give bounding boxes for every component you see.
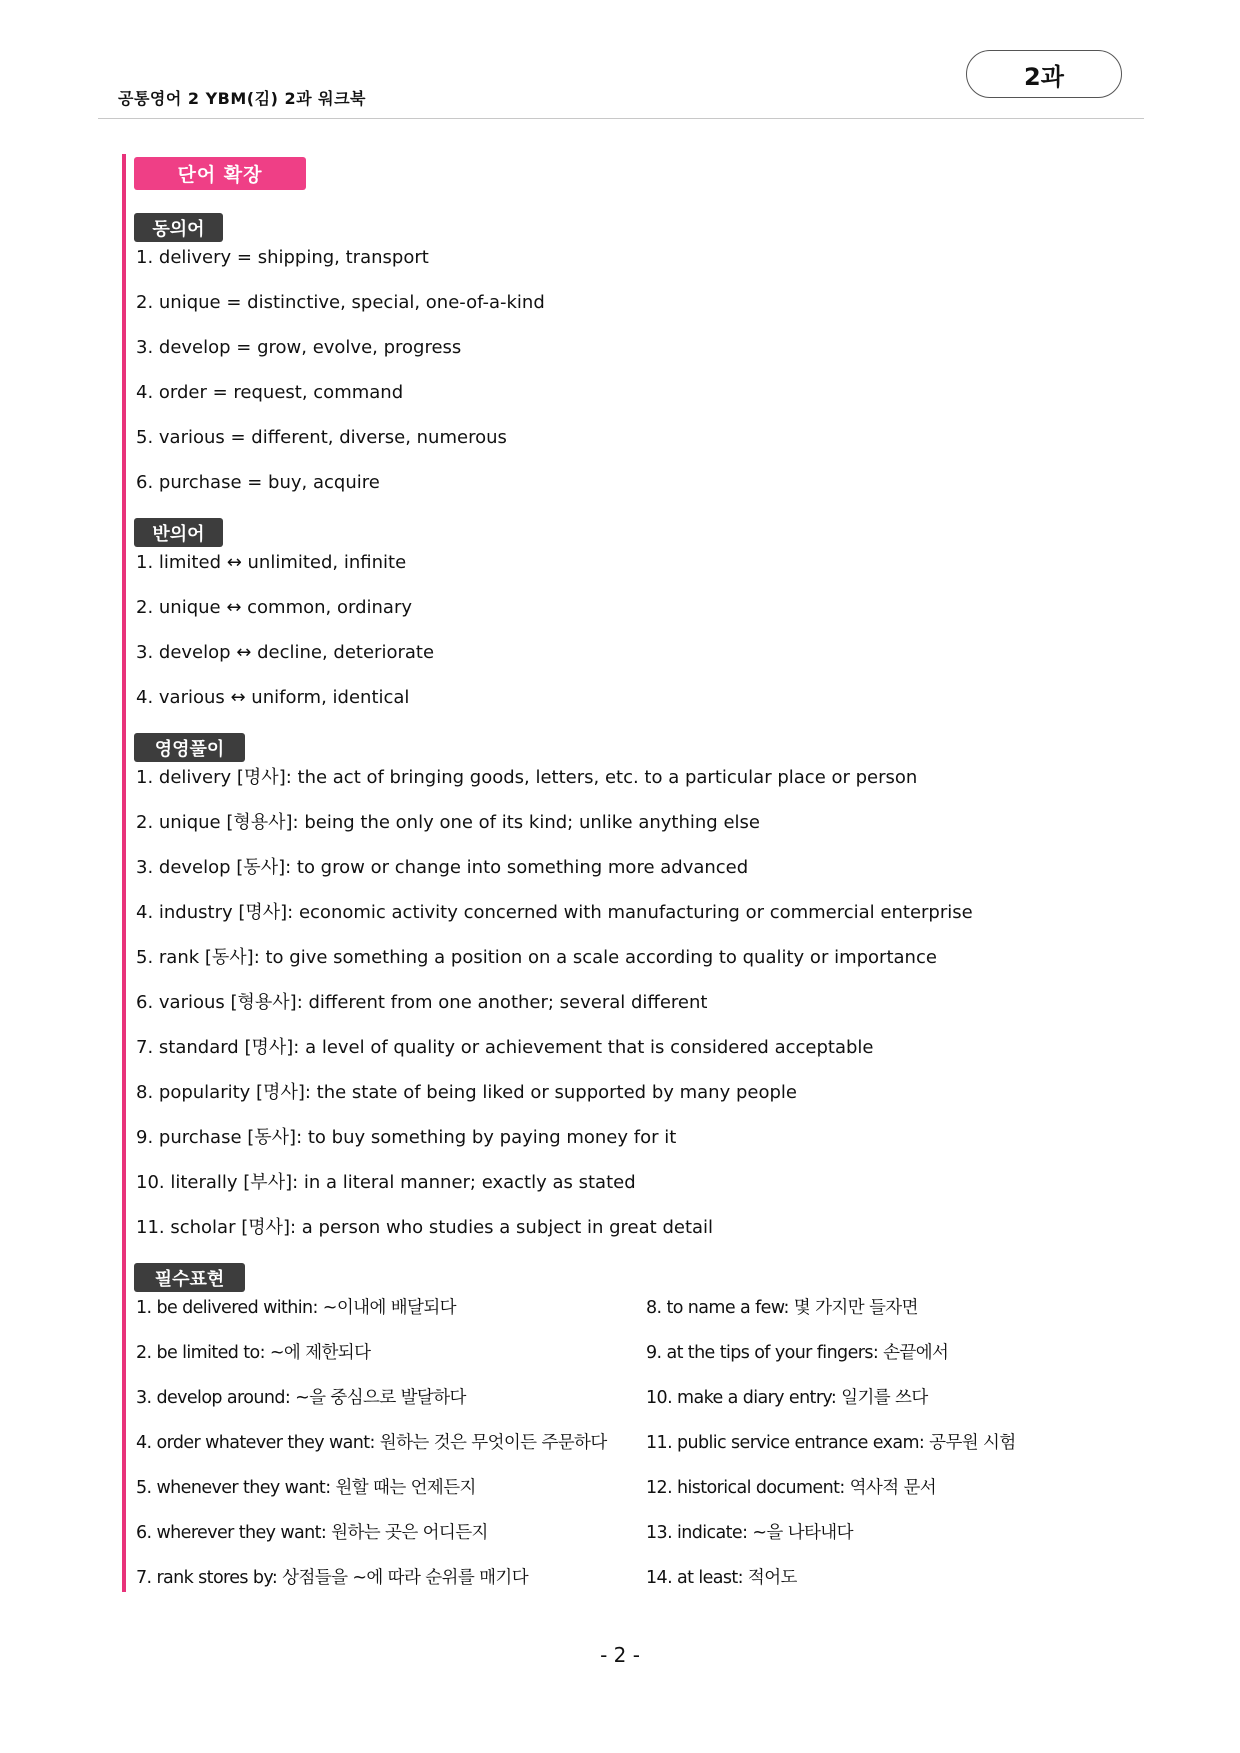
section-accent-bar	[122, 154, 126, 1592]
synonym-item: 5. various = different, diverse, numerous	[136, 427, 507, 448]
definition-item: 4. industry [명사]: economic activity concerned with manufacturing or commercial enterprise	[136, 902, 973, 923]
expression-item: 1. be delivered within: ~이내에 배달되다	[136, 1298, 456, 1318]
expressions-label: 필수표현	[134, 1263, 245, 1292]
expression-item: 10. make a diary entry: 일기를 쓰다	[646, 1388, 928, 1408]
definition-item: 1. delivery [명사]: the act of bringing goods, letters, etc. to a particular place or person	[136, 767, 918, 788]
definition-item: 6. various [형용사]: different from one another; several different	[136, 992, 708, 1013]
expression-item: 5. whenever they want: 원할 때는 언제든지	[136, 1478, 476, 1498]
expression-item: 2. be limited to: ~에 제한되다	[136, 1343, 371, 1363]
expression-item: 11. public service entrance exam: 공무원 시험	[646, 1433, 1016, 1453]
synonyms-label: 동의어	[134, 213, 223, 242]
definition-item: 10. literally [부사]: in a literal manner; exactly as stated	[136, 1172, 636, 1193]
expression-item: 4. order whatever they want: 원하는 것은 무엇이든 주문하다	[136, 1433, 607, 1453]
definition-item: 3. develop [동사]: to grow or change into something more advanced	[136, 857, 749, 878]
definition-item: 9. purchase [동사]: to buy something by paying money for it	[136, 1127, 677, 1148]
definition-item: 2. unique [형용사]: being the only one of its kind; unlike anything else	[136, 812, 760, 833]
page-number: - 2 -	[600, 1643, 640, 1667]
expression-item: 12. historical document: 역사적 문서	[646, 1478, 937, 1498]
section-title: 단어 확장	[134, 157, 306, 190]
antonym-item: 2. unique ↔ common, ordinary	[136, 597, 413, 618]
expression-item: 13. indicate: ~을 나타내다	[646, 1523, 853, 1543]
expression-item: 14. at least: 적어도	[646, 1568, 797, 1588]
definition-item: 11. scholar [명사]: a person who studies a subject in great detail	[136, 1217, 714, 1238]
definition-item: 8. popularity [명사]: the state of being liked or supported by many people	[136, 1082, 797, 1103]
expression-item: 3. develop around: ~을 중심으로 발달하다	[136, 1388, 466, 1408]
document-header: 공통영어 2 YBM(김) 2과 워크북	[118, 89, 366, 108]
synonym-item: 3. develop = grow, evolve, progress	[136, 337, 462, 358]
antonyms-label: 반의어	[134, 518, 223, 547]
expression-item: 7. rank stores by: 상점들을 ~에 따라 순위를 매기다	[136, 1568, 529, 1588]
definition-item: 7. standard [명사]: a level of quality or achievement that is considered acceptable	[136, 1037, 874, 1058]
synonym-item: 1. delivery = shipping, transport	[136, 247, 429, 268]
expression-item: 8. to name a few: 몇 가지만 들자면	[646, 1298, 918, 1318]
definitions-label: 영영풀이	[134, 733, 245, 762]
synonym-item: 2. unique = distinctive, special, one-of-a-kind	[136, 292, 545, 313]
expression-item: 9. at the tips of your fingers: 손끝에서	[646, 1343, 949, 1363]
header-divider	[98, 118, 1144, 119]
synonym-item: 6. purchase = buy, acquire	[136, 472, 380, 493]
antonym-item: 4. various ↔ uniform, identical	[136, 687, 410, 708]
lesson-badge: 2과	[966, 50, 1122, 98]
antonym-item: 1. limited ↔ unlimited, infinite	[136, 552, 407, 573]
expression-item: 6. wherever they want: 원하는 곳은 어디든지	[136, 1523, 488, 1543]
definition-item: 5. rank [동사]: to give something a position on a scale according to quality or importance	[136, 947, 937, 968]
synonym-item: 4. order = request, command	[136, 382, 404, 403]
antonym-item: 3. develop ↔ decline, deteriorate	[136, 642, 435, 663]
